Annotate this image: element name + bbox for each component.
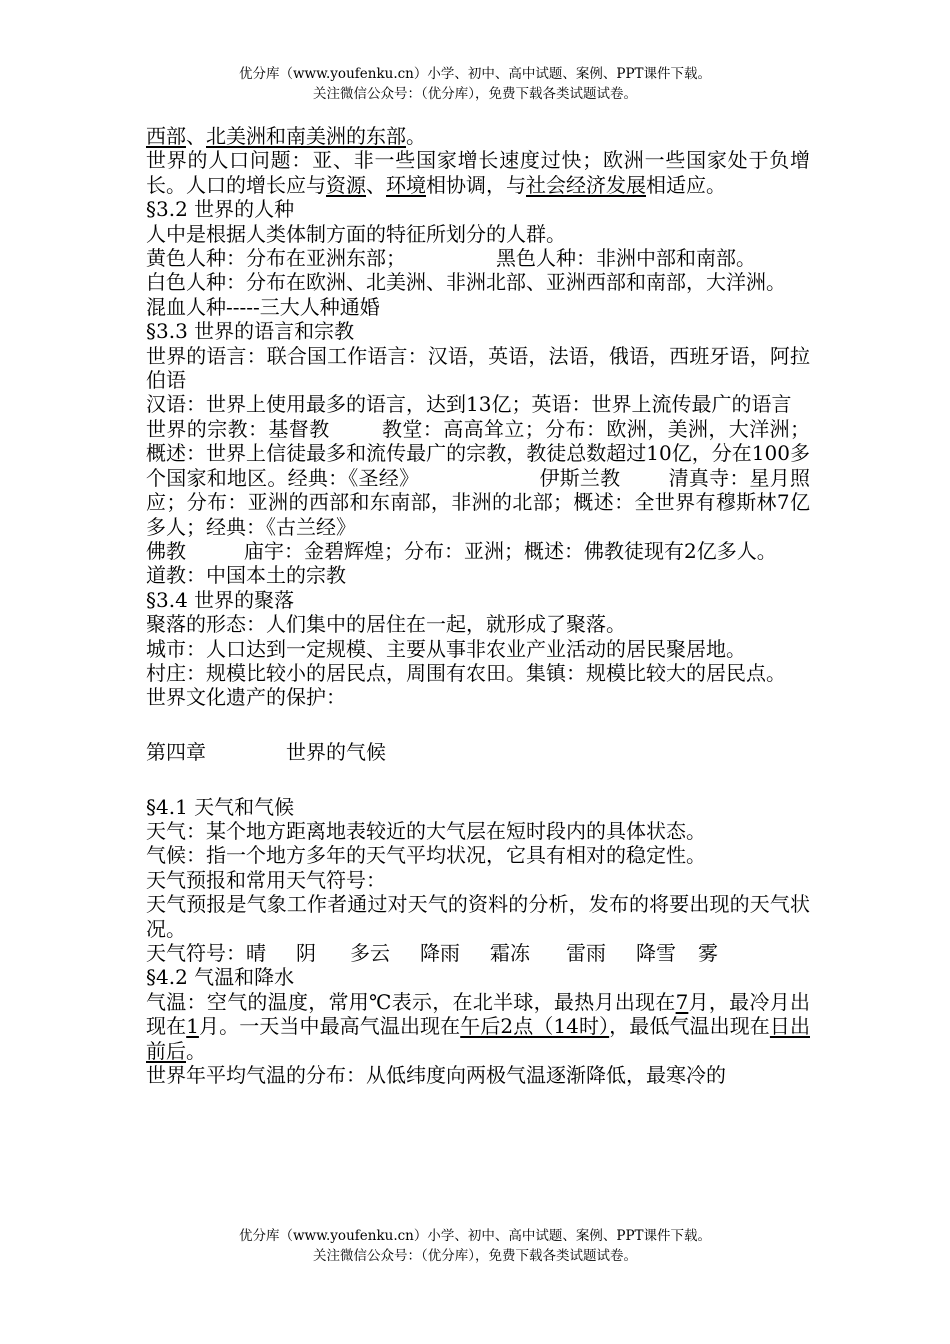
weather-symbol-label: 降雪 xyxy=(636,940,676,965)
paragraph-race-definition: 人中是根据人类体制方面的特征所划分的人群。 xyxy=(146,221,566,246)
page-header xyxy=(0,64,950,104)
section-heading-3-2: §3.2 世界的人种 xyxy=(146,197,295,222)
footer-line-2: 关注微信公众号：（优分库），免费下载各类试题试卷。 xyxy=(313,1248,637,1264)
paragraph-temperature: 气温：空气的温度，常用℃表示，在北半球，最热月出现在7月，最冷月出现在1月。一天当中最高气温出现在午后2点（14时），最低气温出现在日出前后。 xyxy=(146,989,811,1063)
section-heading-4-2: §4.2 气温和降水 xyxy=(146,965,295,990)
paragraph-weather: 天气：某个地方距离地表较近的大气层在短时段内的具体状态。 xyxy=(146,818,706,843)
chapter-heading-4: 第四章 世界的气候 xyxy=(146,740,386,765)
paragraph-buddhism: 佛教 庙宇：金碧辉煌；分布：亚洲；概述：佛教徒现有2亿多人。 xyxy=(146,538,777,563)
weather-symbol-label: 降雨 xyxy=(420,940,460,965)
underlined-term: 社会经济发展 xyxy=(526,172,646,197)
paragraph-weather-symbols: 天气符号：晴 阴 多云 降雨 霜冻 雷雨 降雪 雾 xyxy=(146,940,718,965)
paragraph-population-distribution: 西部、北美洲和南美洲的东部。 xyxy=(146,124,426,148)
page-footer xyxy=(0,1226,950,1266)
paragraph-village: 村庄：规模比较小的居民点，周围有农田。集镇：规模比较大的居民点。 xyxy=(146,660,786,685)
underlined-term: 资源 xyxy=(326,172,366,197)
weather-symbol-label: 多云 xyxy=(350,940,390,965)
paragraph-languages: 世界的语言：联合国工作语言：汉语，英语，法语，俄语，西班牙语，阿拉伯语 xyxy=(146,343,810,393)
header-line-1: 优分库（www.youfenku.cn）小学、初中、高中试题、案例、PPT课件下载。 xyxy=(238,66,712,82)
paragraph-settlement: 聚落的形态：人们集中的居住在一起，就形成了聚落。 xyxy=(146,612,626,637)
section-heading-4-1: §4.1 天气和气候 xyxy=(146,794,295,819)
paragraph-chinese-english: 汉语：世界上使用最多的语言，达到13亿；英语：世界上流传最广的语言 xyxy=(146,392,792,417)
footer-line-1: 优分库（www.youfenku.cn）小学、初中、高中试题、案例、PPT课件下载。 xyxy=(238,1228,712,1244)
underlined-term: 1 xyxy=(186,1014,199,1039)
paragraph-white-race: 白色人种：分布在欧洲、北美洲、非洲北部、亚洲西部和南部，大洋洲。 xyxy=(146,270,786,295)
paragraph-forecast-title: 天气预报和常用天气符号： xyxy=(146,867,386,892)
paragraph-taoism: 道教：中国本土的宗教 xyxy=(146,563,346,588)
underlined-term: 午后2点（14时） xyxy=(460,1014,610,1039)
paragraph-religions: 世界的宗教：基督教 教堂：高高耸立；分布：欧洲，美洲，大洋洲；概述：世界上信徒最多和流传最广的宗教，教徒总数超过10亿，分在100多个国家和地区。经典：《圣经》 伊斯兰教 清真寺：星月照应；分布：亚洲的西部和东南部，非洲的北部；概述：全世界有穆斯林7亿多人；经典：《古兰经》 xyxy=(146,416,811,539)
underlined-term: 西部 xyxy=(146,124,186,148)
underlined-term: 7 xyxy=(675,989,689,1014)
underlined-term: 北美洲和南美洲的东部 xyxy=(206,124,406,148)
underlined-term: 环境 xyxy=(386,172,426,197)
paragraph-forecast: 天气预报是气象工作者通过对天气的资料的分析，发布的将要出现的天气状况。 xyxy=(146,892,810,941)
document-body xyxy=(146,124,810,1087)
section-heading-3-3: §3.3 世界的语言和宗教 xyxy=(146,319,355,344)
paragraph-population-problem: 世界的人口问题：亚、非一些国家增长速度过快；欧洲一些国家处于负增长。人口的增长应与资源、环境相协调，与社会经济发展相适应。 xyxy=(146,148,810,197)
section-heading-3-4: §3.4 世界的聚落 xyxy=(146,587,295,612)
paragraph-yellow-black-race: 黄色人种：分布在亚洲东部； 黑色人种：非洲中部和南部。 xyxy=(146,246,756,271)
paragraph-city: 城市：人口达到一定规模、主要从事非农业产业活动的居民聚居地。 xyxy=(146,636,746,661)
weather-symbol-label: 雷雨 xyxy=(566,940,606,965)
paragraph-climate: 气候：指一个地方多年的天气平均状况，它具有相对的稳定性。 xyxy=(146,843,706,868)
weather-symbol-label: 阴 xyxy=(296,940,316,965)
underlined-term: 日出前后 xyxy=(146,1014,810,1063)
header-line-2: 关注微信公众号：（优分库），免费下载各类试题试卷。 xyxy=(313,86,637,102)
paragraph-annual-temperature: 世界年平均气温的分布：从低纬度向两极气温逐渐降低，最寒冷的 xyxy=(146,1063,726,1087)
weather-symbol-label: 霜冻 xyxy=(490,940,530,965)
paragraph-heritage: 世界文化遗产的保护： xyxy=(146,685,346,710)
paragraph-mixed-race: 混血人种-----三大人种通婚 xyxy=(146,294,380,319)
weather-symbol-label: 晴 xyxy=(246,940,266,965)
weather-symbol-label: 雾 xyxy=(698,940,718,965)
